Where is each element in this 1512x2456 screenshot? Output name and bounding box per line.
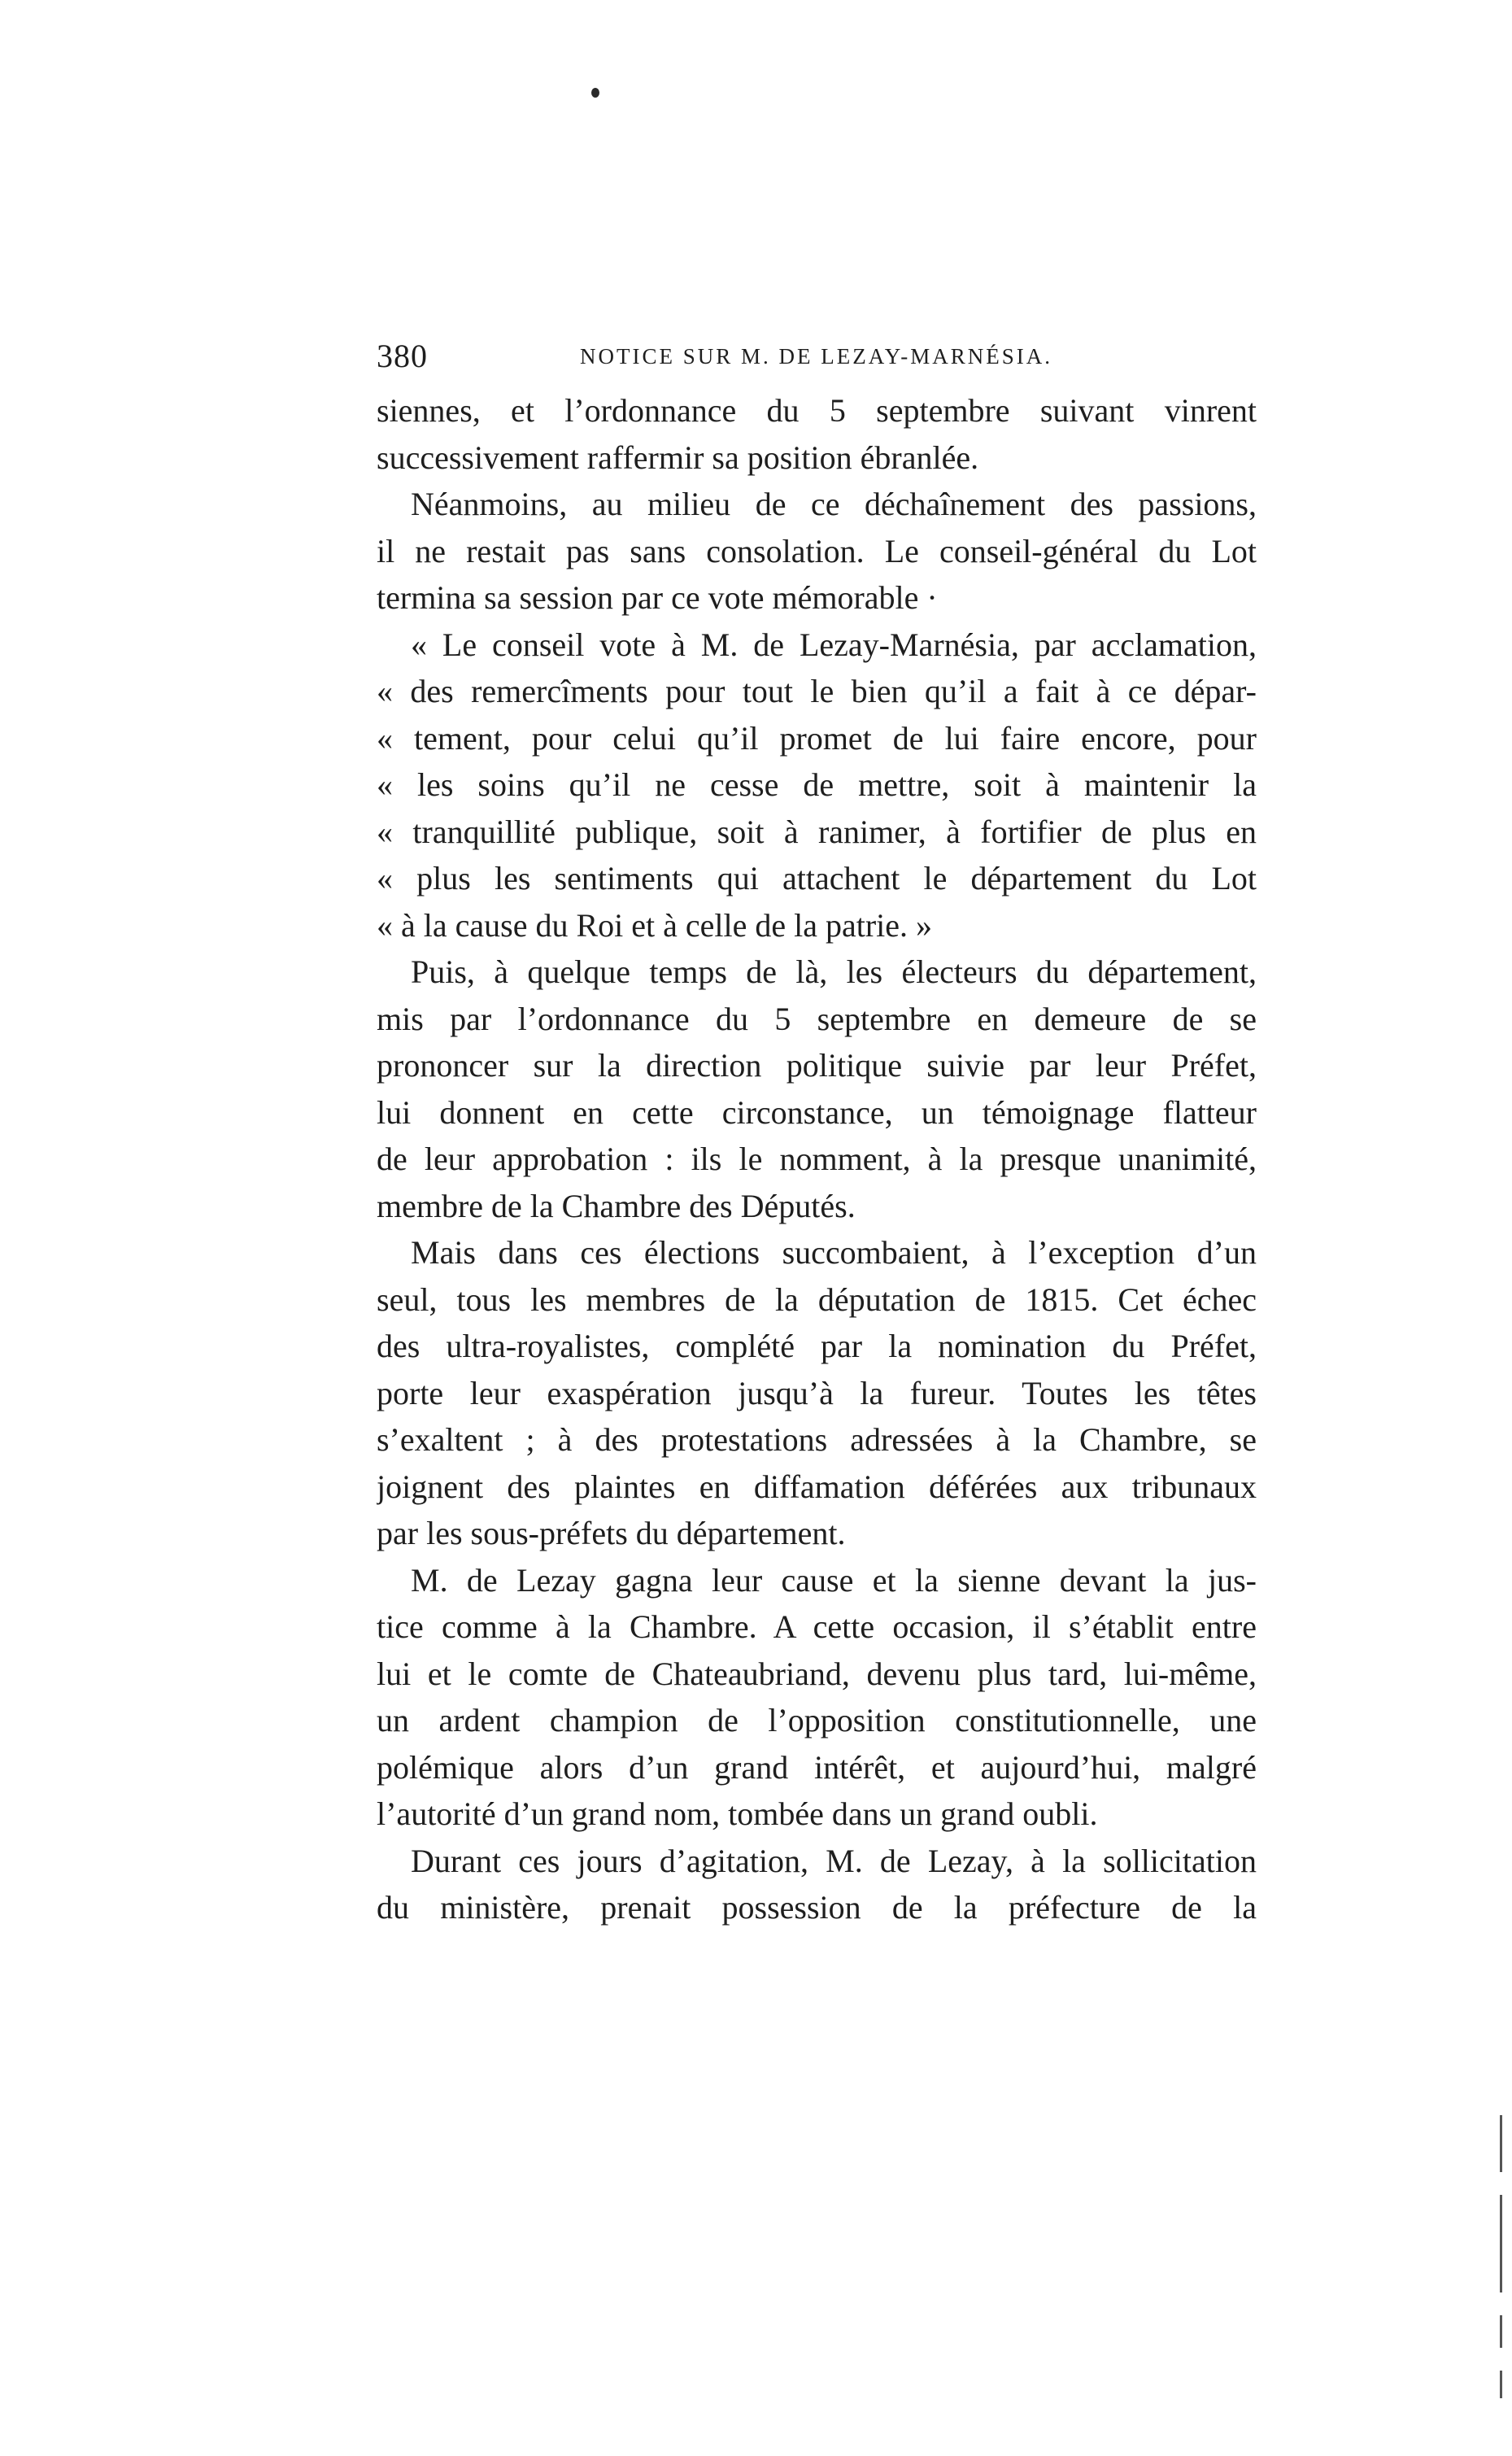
text-line: porte leur exaspération jusqu’à la fureur. Toutes les têtes (377, 1374, 1257, 1411)
text-line: « les soins qu’il ne cesse de mettre, soit à maintenir la (377, 766, 1257, 803)
scan-margin-marks (1500, 2115, 1502, 2421)
text-line: successivement raffermir sa position ébranlée. (377, 438, 979, 476)
text-line: « tranquillité publique, soit à ranimer, à fortifier de plus en (377, 813, 1257, 850)
scan-mark (1500, 2315, 1502, 2348)
text-line: « des remercîments pour tout le bien qu’il a fait à ce dépar- (377, 673, 1257, 709)
text-line: l’autorité d’un grand nom, tombée dans un grand oubli. (377, 1795, 1098, 1832)
scan-mark (1500, 2115, 1502, 2172)
page-header (377, 332, 1257, 381)
body-text (377, 387, 1257, 1931)
text-line: un ardent champion de l’opposition constitutionnelle, une (377, 1702, 1257, 1738)
text-line: des ultra-royalistes, complété par la nomination du Préfet, (377, 1328, 1257, 1364)
text-line: siennes, et l’ordonnance du 5 septembre suivant vinrent (377, 392, 1257, 429)
running-head: NOTICE SUR M. DE LEZAY-MARNÉSIA. (580, 344, 1053, 369)
text-line: par les sous-préfets du département. (377, 1515, 846, 1551)
text-line: membre de la Chambre des Députés. (377, 1187, 856, 1224)
text-line: « Le conseil vote à M. de Lezay-Marnésia, par acclamation, (411, 626, 1257, 663)
scan-mark (1500, 2195, 1502, 2292)
text-line: mis par l’ordonnance du 5 septembre en demeure de se (377, 1000, 1257, 1037)
text-line: polémique alors d’un grand intérêt, et aujourd’hui, malgré (377, 1748, 1257, 1786)
text-line: de leur approbation : ils le nomment, à la presque unanimité, (377, 1141, 1257, 1177)
text-line: « plus les sentiments qui attachent le département du Lot (377, 860, 1257, 896)
ink-dot (591, 88, 599, 98)
text-line: lui et le comte de Chateaubriand, devenu plus tard, lui-même, (377, 1655, 1257, 1692)
text-line: « à la cause du Roi et à celle de la patrie. » (377, 906, 933, 944)
text-line: « tement, pour celui qu’il promet de lui faire encore, pour (377, 719, 1257, 757)
text-line: termina sa session par ce vote mémorable · (377, 579, 938, 616)
text-line: il ne restait pas sans consolation. Le conseil-général du Lot (377, 532, 1257, 569)
text-line: prononcer sur la direction politique suivie par leur Préfet, (377, 1047, 1257, 1084)
page-number: 380 (377, 338, 428, 374)
text-line: Néanmoins, au milieu de ce déchaînement des passions, (411, 486, 1257, 522)
text-line: tice comme à la Chambre. A cette occasion, il s’établit entre (377, 1608, 1257, 1645)
text-line: M. de Lezay gagna leur cause et la sienne devant la jus- (411, 1561, 1257, 1599)
text-line: joignent des plaintes en diffamation déférées aux tribunaux (377, 1468, 1257, 1505)
scan-mark (1500, 2371, 1502, 2398)
text-line: Puis, à quelque temps de là, les électeurs du département, (411, 953, 1257, 990)
text-line: lui donnent en cette circonstance, un témoignage flatteur (377, 1093, 1257, 1131)
text-line: Mais dans ces élections succombaient, à l’exception d’un (411, 1234, 1257, 1271)
text-line: seul, tous les membres de la députation de 1815. Cet échec (377, 1280, 1257, 1318)
text-line: du ministère, prenait possession de la préfecture de la (377, 1889, 1257, 1926)
text-line: s’exaltent ; à des protestations adressées à la Chambre, se (377, 1421, 1257, 1458)
text-line: Durant ces jours d’agitation, M. de Lezay, à la sollicitation (411, 1842, 1257, 1879)
